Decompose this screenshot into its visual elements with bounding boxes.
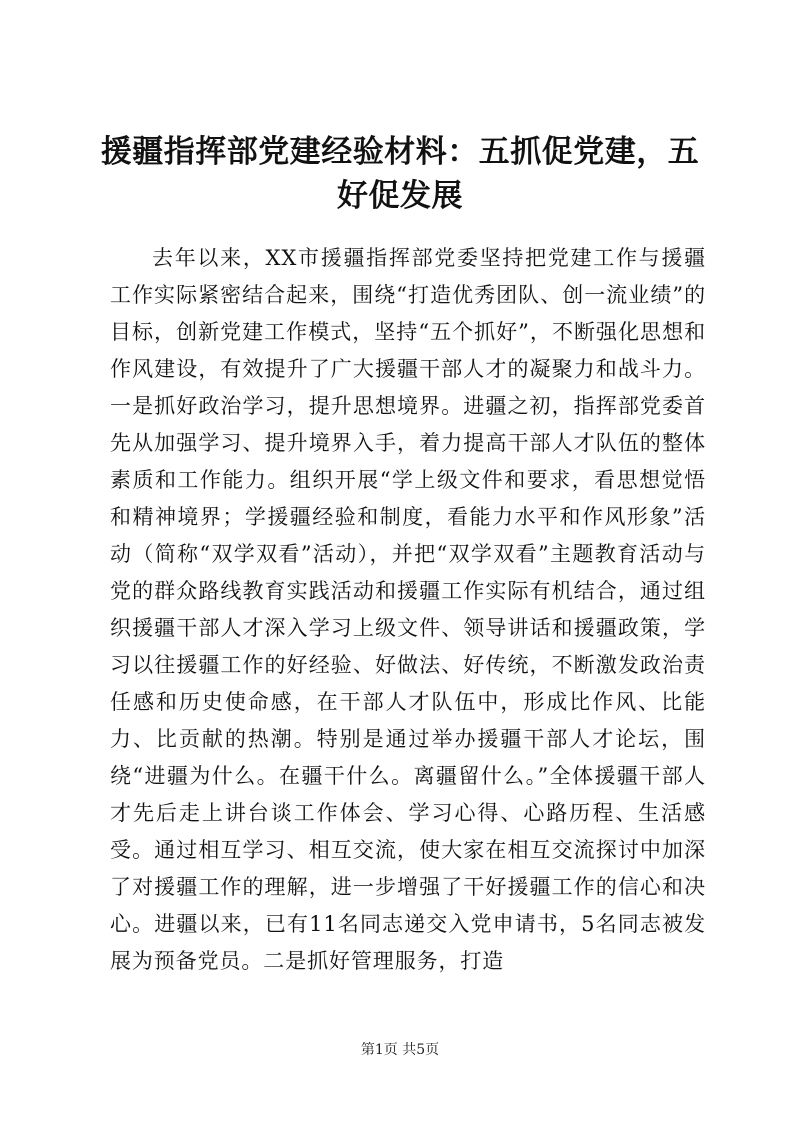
body-paragraph: 去年以来，XX市援疆指挥部党委坚持把党建工作与援疆工作实际紧密结合起来，围绕“打造优秀团队、创一流业绩”的目标，创新党建工作模式，坚持“五个抓好”，不断强化思想和作风建设，有效提升了广大援疆干部人才的凝聚力和战斗力。一是抓好政治学习，提升思想境界。进疆之初，指挥部党委首先从加强学习、提升境界入手，着力提高干部人才队伍的整体素质和工作能力。组织开展“学上级文件和要求，看思想觉悟和精神境界；学援疆经验和制度，看能力水平和作风形象”活动（简称“双学双看”活动），并把“双学双看”主题教育活动与党的群众路线教育实践活动和援疆工作实际有机结合，通过组织援疆干部人才深入学习上级文件、领导讲话和援疆政策，学习以往援疆工作的好经验、好做法、好传统，不断激发政治责任感和历史使命感，在干部人才队伍中，形成比作风、比能力、比贡献的热潮。特别是通过举办援疆干部人才论坛，围绕“进疆为什么。在疆干什么。离疆留什么。”全体援疆干部人才先后走上讲台谈工作体会、学习心得、心路历程、生活感受。通过相互学习、相互交流，使大家在相互交流探讨中加深了对援疆工作的理解，进一步增强了干好援疆工作的信心和决心。进疆以来，已有11名同志递交入党申请书，5名同志被发展为预备党员。二是抓好管理服务，打造 — [110, 246, 706, 973]
document-title: 援疆指挥部党建经验材料：五抓促党建，五好促发展 — [100, 134, 700, 214]
page-number-footer: 第1页 共5页 — [360, 1042, 440, 1058]
